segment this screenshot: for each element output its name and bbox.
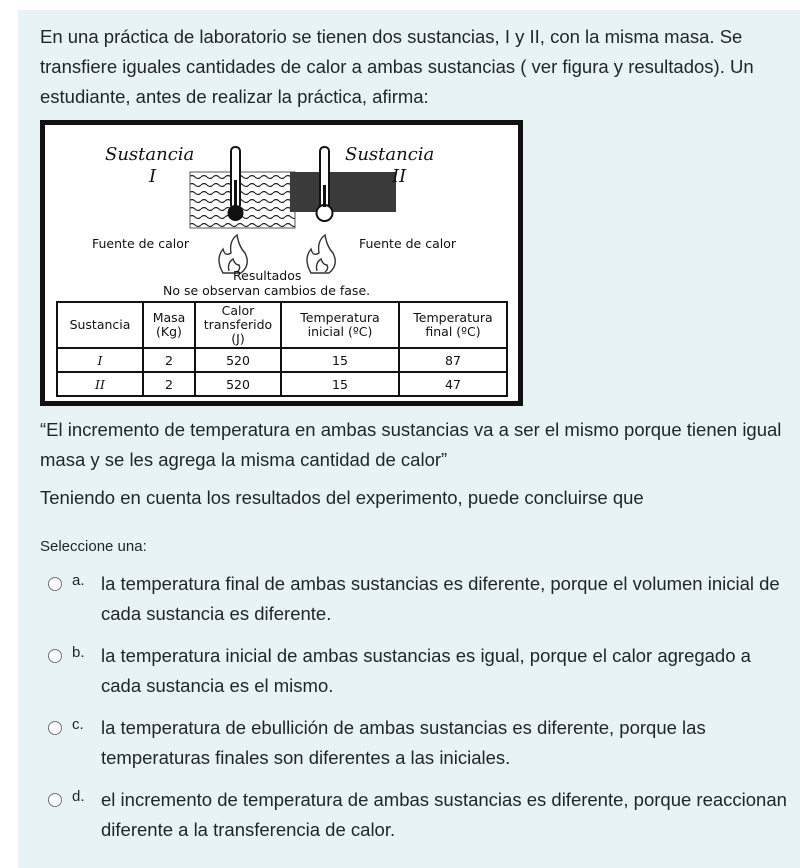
option-d-radio[interactable]	[48, 793, 62, 807]
option-a-text[interactable]: la temperatura final de ambas sustancias es diferente, porque el volumen inicial de cada sustancia es diferente.	[101, 573, 780, 624]
option-d-letter: d.	[72, 788, 85, 805]
question-prompt: Teniendo en cuenta los resultados del experimento, puede concluirse que	[40, 487, 644, 508]
cell-initial-temp: 15	[281, 348, 399, 372]
cell-mass: 2	[143, 348, 195, 372]
table-header-row	[57, 302, 507, 348]
cell-mass: 2	[143, 372, 195, 396]
cell-heat: 520	[195, 348, 281, 372]
option-b-radio[interactable]	[48, 649, 62, 663]
heat-source-right-label: Fuente de calor	[359, 236, 456, 251]
results-table	[56, 301, 508, 397]
cell-initial-temp: 15	[281, 372, 399, 396]
option-c-radio[interactable]	[48, 721, 62, 735]
substance-2-container	[290, 172, 396, 212]
cell-substance: I	[57, 348, 143, 372]
option-b-text[interactable]: la temperatura inicial de ambas sustancias es igual, porque el calor agregado a cada sustancia es el mismo.	[101, 645, 751, 696]
substance-1-container	[190, 172, 295, 228]
results-title: Resultados	[233, 268, 302, 283]
option-c-text[interactable]: la temperatura de ebullición de ambas sustancias es diferente, porque las temperaturas finales son diferentes a las iniciales.	[101, 717, 706, 768]
cell-final-temp: 47	[399, 372, 507, 396]
cell-heat: 520	[195, 372, 281, 396]
col-header-initial-temp: Temperatura inicial (ºC)	[281, 302, 399, 348]
table-row	[57, 372, 507, 396]
option-c-letter: c.	[72, 716, 84, 733]
flame-right-icon	[307, 235, 335, 273]
substance-2-label: Sustancia	[345, 144, 435, 165]
substance-1-label: Sustancia	[105, 144, 195, 165]
col-header-substance: Sustancia	[57, 302, 143, 348]
cell-final-temp: 87	[399, 348, 507, 372]
experiment-figure	[40, 120, 523, 406]
heat-source-left-label: Fuente de calor	[92, 236, 189, 251]
student-quote: “El incremento de temperatura en ambas sustancias va a ser el mismo porque tienen igual masa y se les agrega la misma cantidad de calor”	[40, 419, 782, 470]
table-row	[57, 348, 507, 372]
col-header-final-temp: Temperatura final (ºC)	[399, 302, 507, 348]
cell-substance: II	[57, 372, 143, 396]
option-a-letter: a.	[72, 572, 85, 589]
results-note: No se observan cambios de fase.	[163, 283, 371, 298]
col-header-heat: Calor transferido (J)	[195, 302, 281, 348]
col-header-mass: Masa (Kg)	[143, 302, 195, 348]
substance-2-numeral: II	[392, 166, 407, 187]
select-label: Seleccione una:	[40, 538, 147, 555]
question-intro: En una práctica de laboratorio se tienen dos sustancias, I y II, con la misma masa. Se transfiere iguales cantidades de calor a ambas sustancias ( ver figura y resultados). Un estudiante, antes de realizar la práctica, afirma:	[40, 26, 754, 107]
option-d-text[interactable]: el incremento de temperatura de ambas sustancias es diferente, porque reaccionan diferente a la transferencia de calor.	[101, 789, 787, 840]
option-a-radio[interactable]	[48, 577, 62, 591]
substance-1-numeral: I	[149, 166, 157, 187]
option-b-letter: b.	[72, 644, 85, 661]
